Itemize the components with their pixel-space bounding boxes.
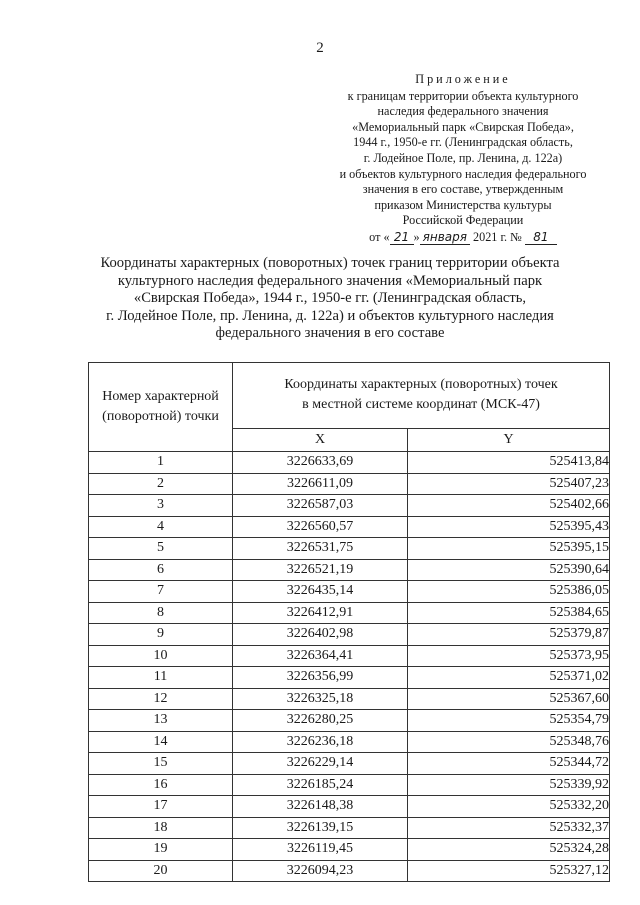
appendix-line: значения в его составе, утвержденным <box>362 182 564 197</box>
table-row <box>89 645 610 667</box>
header-point-line: (поворотной) точки <box>102 409 219 424</box>
x-coordinate-cell: 3226229,14 <box>233 753 408 775</box>
y-coordinate-cell: 525371,02 <box>408 667 610 689</box>
y-coordinate-cell: 525332,37 <box>408 817 610 839</box>
x-coordinate-cell: 3226587,03 <box>233 495 408 517</box>
y-coordinate-cell: 525332,20 <box>408 796 610 818</box>
point-number-cell: 15 <box>89 753 233 775</box>
page-number: 2 <box>316 40 324 56</box>
y-coordinate-cell: 525354,79 <box>408 710 610 732</box>
header-y: Y <box>408 428 610 451</box>
appendix-line: г. Лодейное Поле, пр. Ленина, д. 122а) <box>363 150 563 165</box>
x-coordinate-cell: 3226356,99 <box>233 667 408 689</box>
table-row <box>89 624 610 646</box>
y-coordinate-cell: 525407,23 <box>408 473 610 495</box>
x-coordinate-cell: 3226531,75 <box>233 538 408 560</box>
table-row <box>89 817 610 839</box>
appendix-line: 1944 г., 1950-е гг. (Ленинградская область, <box>353 135 573 150</box>
header-point-number <box>89 363 233 452</box>
y-coordinate-cell: 525367,60 <box>408 688 610 710</box>
table-row <box>89 667 610 689</box>
header-coordinates <box>233 363 610 429</box>
x-coordinate-cell: 3226280,25 <box>233 710 408 732</box>
x-coordinate-cell: 3226148,38 <box>233 796 408 818</box>
point-number-cell: 9 <box>89 624 233 646</box>
y-coordinate-cell: 525395,15 <box>408 538 610 560</box>
title-line: «Свирская Победа», 1944 г., 1950-е гг. (Ленинградская область, <box>133 290 527 307</box>
header-point-line: Номер характерной <box>102 389 219 404</box>
point-number-cell: 7 <box>89 581 233 603</box>
table-row <box>89 516 610 538</box>
table-row <box>89 710 610 732</box>
handwritten-day: 21 <box>390 231 414 245</box>
table-row <box>89 602 610 624</box>
title-line: г. Лодейное Поле, пр. Ленина, д. 122а) и объектов культурного наследия <box>106 307 554 324</box>
point-number-cell: 5 <box>89 538 233 560</box>
point-number-cell: 19 <box>89 839 233 861</box>
appendix-line: Российской Федерации <box>402 213 524 228</box>
x-coordinate-cell: 3226139,15 <box>233 817 408 839</box>
title-line: Координаты характерных (поворотных) точек границ территории объекта <box>100 255 560 271</box>
order-date-line <box>318 230 608 246</box>
header-coords-line: в местной системе координат (МСК-47) <box>302 397 540 413</box>
order-year: 2021 г. № <box>473 229 522 244</box>
table-row <box>89 473 610 495</box>
document-title <box>80 255 580 343</box>
y-coordinate-cell: 525386,05 <box>408 581 610 603</box>
table-body <box>89 452 610 882</box>
point-number-cell: 4 <box>89 516 233 538</box>
x-coordinate-cell: 3226633,69 <box>233 452 408 474</box>
table-row <box>89 860 610 882</box>
table-row <box>89 581 610 603</box>
table-row <box>89 774 610 796</box>
x-coordinate-cell: 3226119,45 <box>233 839 408 861</box>
order-middle: » <box>413 229 420 244</box>
x-coordinate-cell: 3226236,18 <box>233 731 408 753</box>
x-coordinate-cell: 3226364,41 <box>233 645 408 667</box>
appendix-heading: Приложение <box>415 72 511 86</box>
y-coordinate-cell: 525373,95 <box>408 645 610 667</box>
x-coordinate-cell: 3226412,91 <box>233 602 408 624</box>
table-row <box>89 839 610 861</box>
header-x: X <box>233 428 408 451</box>
appendix-block <box>318 72 608 246</box>
appendix-line: к границам территории объекта культурного <box>347 88 579 103</box>
point-number-cell: 13 <box>89 710 233 732</box>
table-row <box>89 731 610 753</box>
appendix-line: и объектов культурного наследия федерального <box>339 166 587 181</box>
appendix-line: наследия федерального значения <box>377 104 549 119</box>
point-number-cell: 14 <box>89 731 233 753</box>
point-number-cell: 3 <box>89 495 233 517</box>
point-number-cell: 8 <box>89 602 233 624</box>
y-coordinate-cell: 525413,84 <box>408 452 610 474</box>
table-row <box>89 688 610 710</box>
table-row <box>89 538 610 560</box>
x-coordinate-cell: 3226402,98 <box>233 624 408 646</box>
point-number-cell: 12 <box>89 688 233 710</box>
y-coordinate-cell: 525402,66 <box>408 495 610 517</box>
coordinates-table <box>88 362 610 882</box>
x-coordinate-cell: 3226521,19 <box>233 559 408 581</box>
handwritten-month: января <box>420 231 470 245</box>
y-coordinate-cell: 525348,76 <box>408 731 610 753</box>
point-number-cell: 6 <box>89 559 233 581</box>
table-row <box>89 796 610 818</box>
title-line: культурного наследия федерального значения «Мемориальный парк <box>117 272 543 289</box>
point-number-cell: 18 <box>89 817 233 839</box>
y-coordinate-cell: 525390,64 <box>408 559 610 581</box>
x-coordinate-cell: 3226094,23 <box>233 860 408 882</box>
y-coordinate-cell: 525339,92 <box>408 774 610 796</box>
y-coordinate-cell: 525327,12 <box>408 860 610 882</box>
x-coordinate-cell: 3226611,09 <box>233 473 408 495</box>
table-row <box>89 559 610 581</box>
point-number-cell: 16 <box>89 774 233 796</box>
y-coordinate-cell: 525324,28 <box>408 839 610 861</box>
y-coordinate-cell: 525344,72 <box>408 753 610 775</box>
header-coords-line: Координаты характерных (поворотных) точек <box>284 377 558 393</box>
x-coordinate-cell: 3226435,14 <box>233 581 408 603</box>
point-number-cell: 2 <box>89 473 233 495</box>
table-row <box>89 495 610 517</box>
table-row <box>89 753 610 775</box>
x-coordinate-cell: 3226185,24 <box>233 774 408 796</box>
x-coordinate-cell: 3226560,57 <box>233 516 408 538</box>
y-coordinate-cell: 525384,65 <box>408 602 610 624</box>
appendix-line: приказом Министерства культуры <box>374 197 552 212</box>
order-prefix: от « <box>369 229 390 244</box>
title-line: федерального значения в его составе <box>215 325 445 342</box>
point-number-cell: 17 <box>89 796 233 818</box>
table-row <box>89 452 610 474</box>
appendix-line: «Мемориальный парк «Свирская Победа», <box>352 119 574 134</box>
y-coordinate-cell: 525395,43 <box>408 516 610 538</box>
point-number-cell: 10 <box>89 645 233 667</box>
point-number-cell: 20 <box>89 860 233 882</box>
x-coordinate-cell: 3226325,18 <box>233 688 408 710</box>
point-number-cell: 11 <box>89 667 233 689</box>
y-coordinate-cell: 525379,87 <box>408 624 610 646</box>
handwritten-order-number: 81 <box>525 231 557 245</box>
point-number-cell: 1 <box>89 452 233 474</box>
